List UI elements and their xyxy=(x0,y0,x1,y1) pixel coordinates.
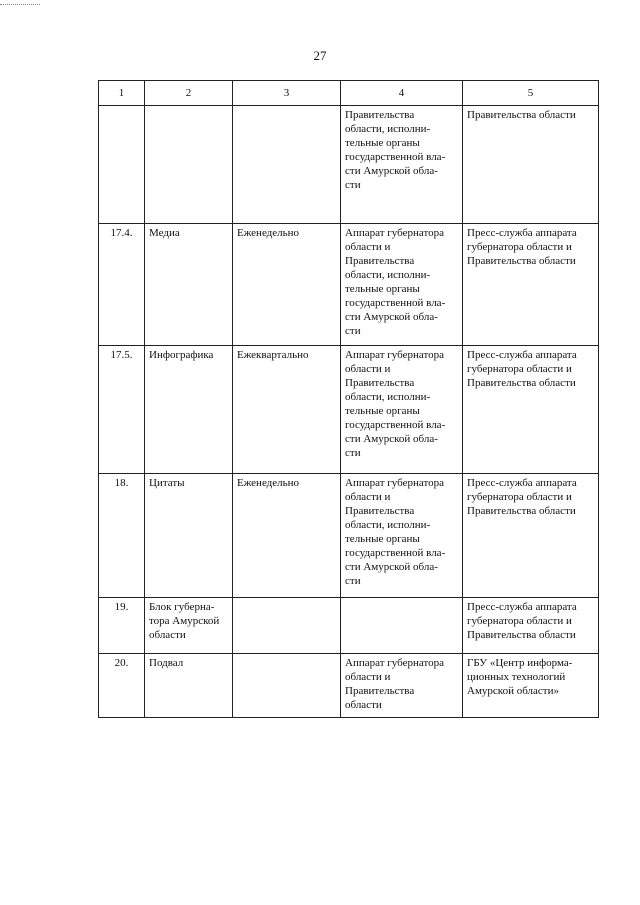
responsible-cell: Аппарат губернатора области и Правительства области xyxy=(341,654,463,718)
column-header: 2 xyxy=(145,81,233,106)
item-name-cell: Подвал xyxy=(145,654,233,718)
table-row xyxy=(99,346,599,474)
responsible-cell: Аппарат губернатора области и Правительства области, исполни- тельные органы государственной вла- сти Амурской обла- сти xyxy=(341,474,463,598)
executor-cell: Пресс-служба аппарата губернатора области и Правительства области xyxy=(463,598,599,654)
row-number-cell: 18. xyxy=(99,474,145,598)
executor-cell: ГБУ «Центр информа- ционных технологий Амурской области» xyxy=(463,654,599,718)
executor-cell: Пресс-служба аппарата губернатора области и Правительства области xyxy=(463,346,599,474)
executor-cell: Пресс-служба аппарата губернатора области и Правительства области xyxy=(463,474,599,598)
frequency-cell xyxy=(233,654,341,718)
responsible-cell: Аппарат губернатора области и Правительства области, исполни- тельные органы государственной вла- сти Амурской обла- сти xyxy=(341,224,463,346)
table-header-row xyxy=(99,81,599,106)
frequency-cell: Ежеквартально xyxy=(233,346,341,474)
table-row xyxy=(99,598,599,654)
responsible-cell: Аппарат губернатора области и Правительства области, исполни- тельные органы государственной вла- сти Амурской обла- сти xyxy=(341,346,463,474)
row-number-cell: 19. xyxy=(99,598,145,654)
frequency-cell: Еженедельно xyxy=(233,224,341,346)
column-header: 4 xyxy=(341,81,463,106)
executor-cell: Пресс-служба аппарата губернатора области и Правительства области xyxy=(463,224,599,346)
responsible-cell xyxy=(341,598,463,654)
column-header: 3 xyxy=(233,81,341,106)
table-row xyxy=(99,654,599,718)
table-row xyxy=(99,106,599,224)
item-name-cell xyxy=(145,106,233,224)
page-number: 27 xyxy=(313,48,327,63)
frequency-cell: Еженедельно xyxy=(233,474,341,598)
item-name-cell: Инфографика xyxy=(145,346,233,474)
executor-cell: Правительства области xyxy=(463,106,599,224)
row-number-cell: 20. xyxy=(99,654,145,718)
item-name-cell: Цитаты xyxy=(145,474,233,598)
row-number-cell xyxy=(99,106,145,224)
item-name-cell: Блок губерна- тора Амурской области xyxy=(145,598,233,654)
frequency-cell xyxy=(233,598,341,654)
column-header: 1 xyxy=(99,81,145,106)
row-number-cell: 17.5. xyxy=(99,346,145,474)
table-row xyxy=(99,224,599,346)
table-row xyxy=(99,474,599,598)
responsible-cell: Правительства области, исполни- тельные органы государственной вла- сти Амурской обла- сти xyxy=(341,106,463,224)
column-header: 5 xyxy=(463,81,599,106)
scan-corner-mark xyxy=(0,4,40,5)
item-name-cell: Медиа xyxy=(145,224,233,346)
row-number-cell: 17.4. xyxy=(99,224,145,346)
frequency-cell xyxy=(233,106,341,224)
schedule-table xyxy=(98,80,599,718)
